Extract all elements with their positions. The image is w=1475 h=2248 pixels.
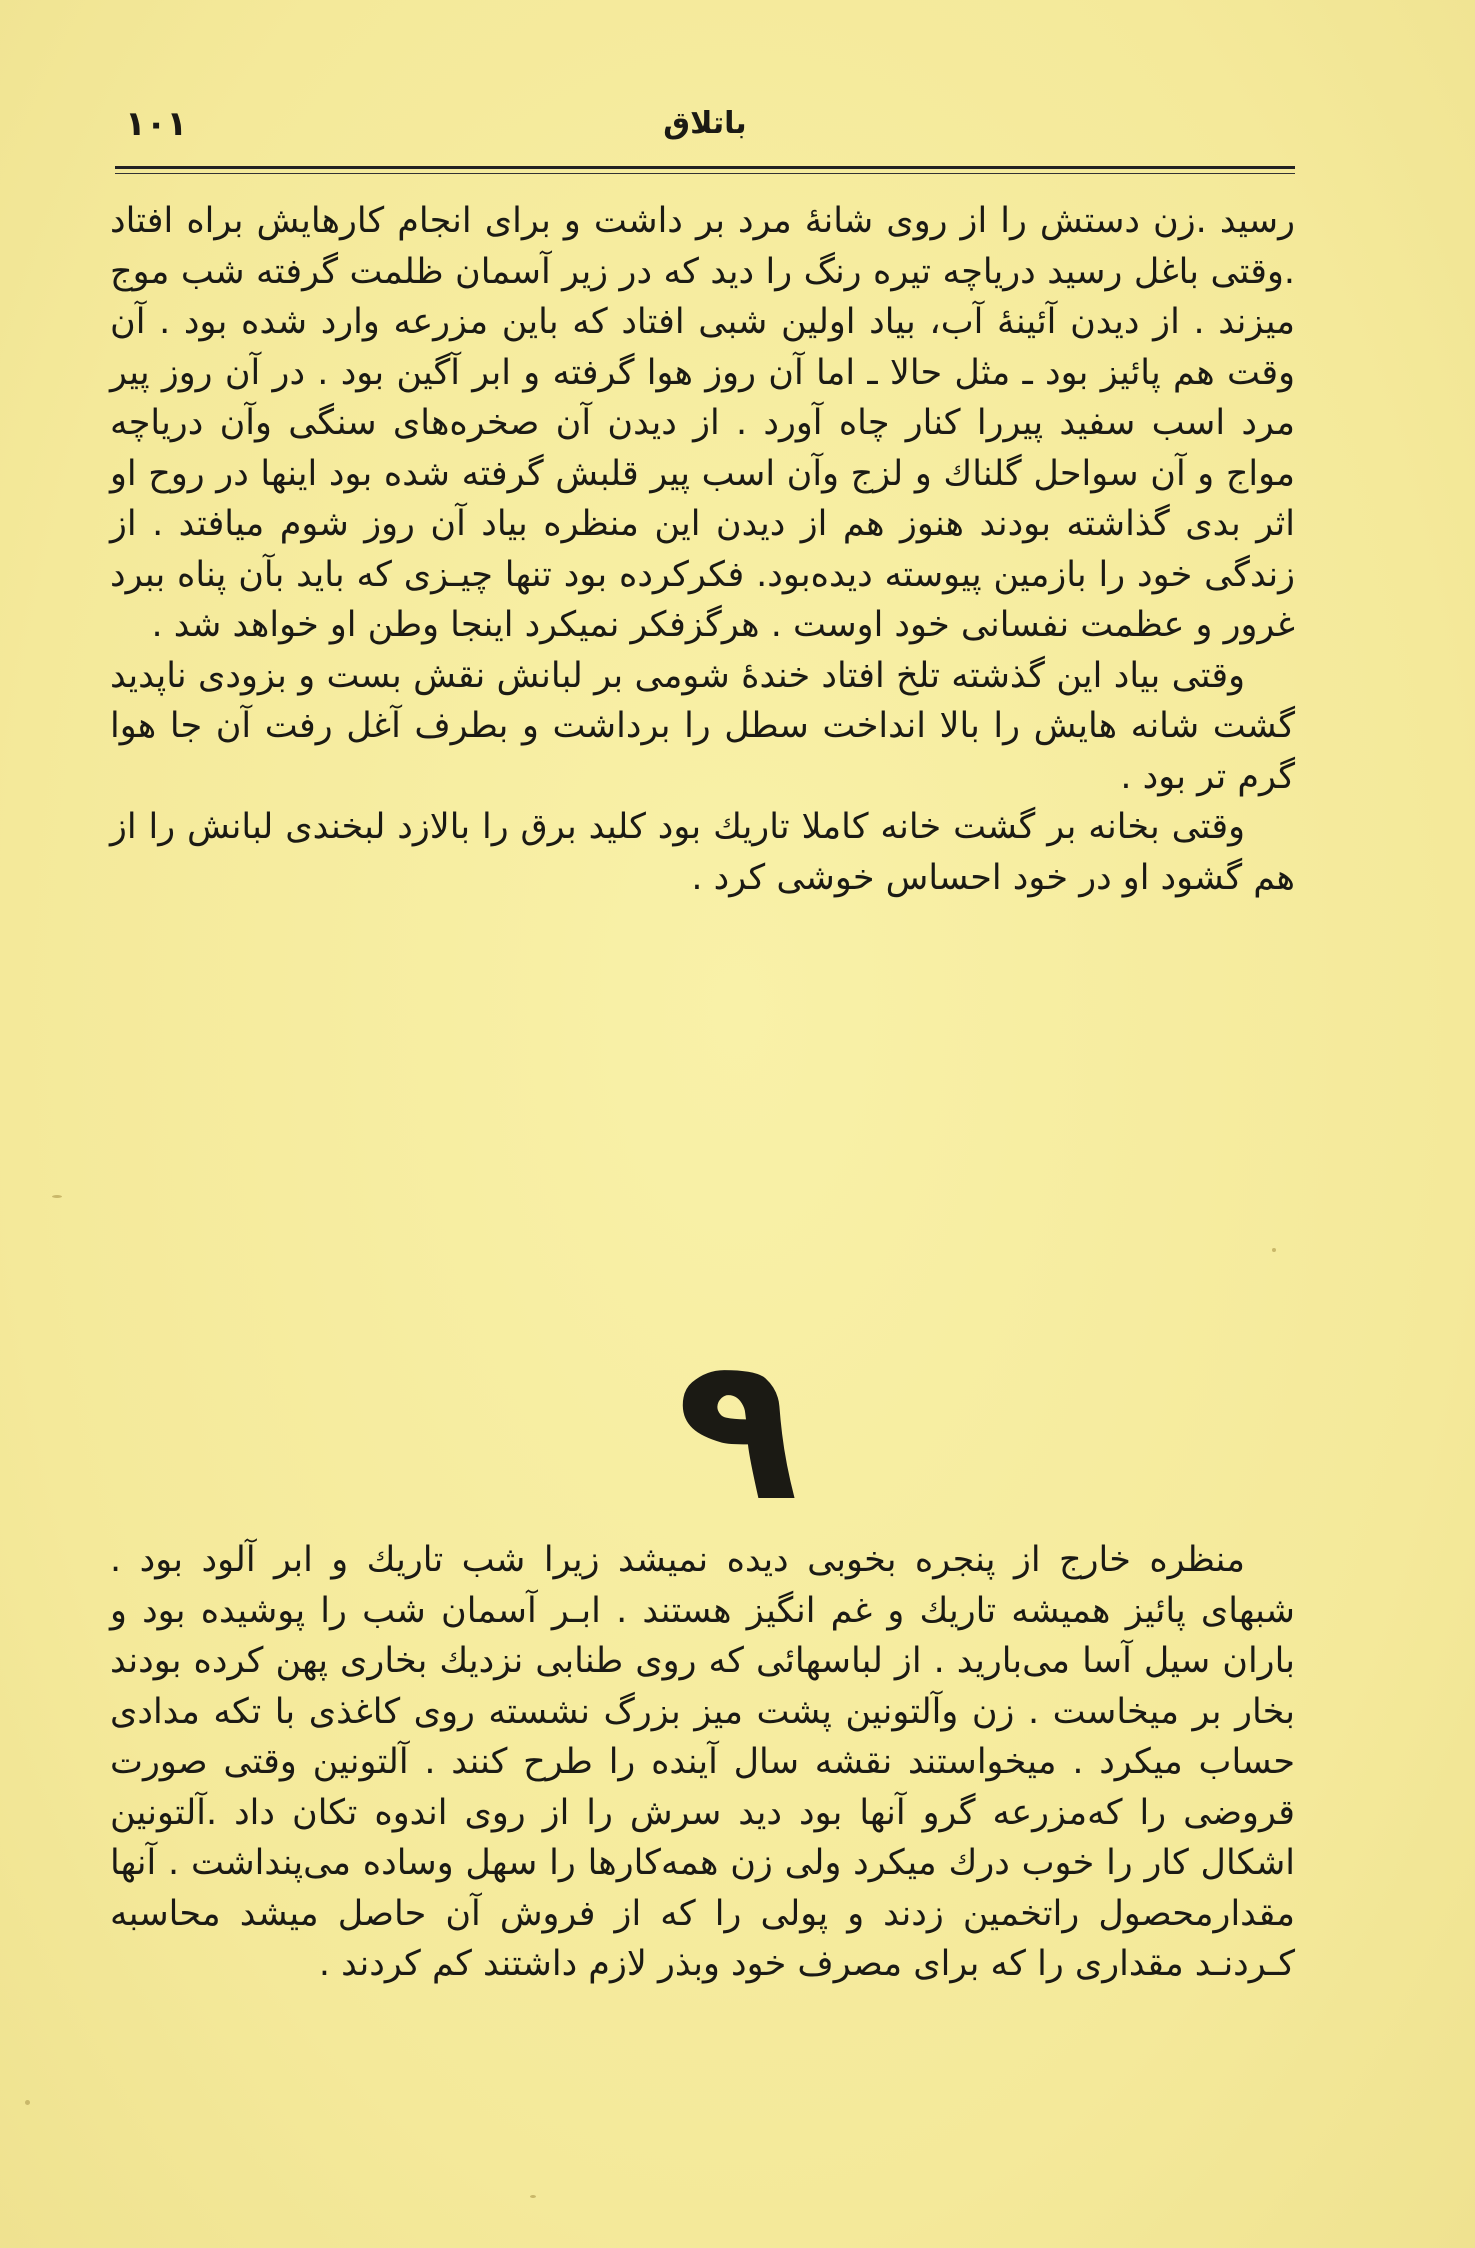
paragraph: منظره خارج از پنجره بخوبی دیده نمیشد زیرا شب تاریك و ابر آلود بود . شبهای پائیز همیشه تاریك و غم انگیز هستند . ابـر آسمان شب را پوشیده بود و باران سیل آسا می‌بارید . از لباسهائی که روی طنابی نزدیك بخاری پهن کرده بودند بخار بر میخاست . زن وآلتونین پشت میز بزرگ نشسته روی کاغذی با تکه مدادی حساب میکرد . میخواستند نقشه سال آینده را طرح کنند . آلتونین وقتی صورت قروضی را که‌مزرعه گرو آنها بود دید سرش را از روی اندوه تکان داد .آلتونین اشکال کار را خوب درك میکرد ولی زن همه‌کارها را سهل وساده می‌پنداشت . آنها مقدارمحصول راتخمین زدند و پولی را که از فروش آن حاصل میشد محاسبه کـردنـد مقداری را که برای مصرف خود وبذر لازم داشتند کم کردند .	[110, 1540, 1295, 1984]
page-number: ۱۰۱	[125, 104, 188, 144]
paragraph: رسید .زن دستش را از روی شانهٔ مرد بر داشت و برای انجام کارهایش براه افتاد .وقتی باغل رسید دریاچه تیره رنگ را دید که در زیر آسمان ظلمت گرفته شب موج میزند . از دیدن آئینهٔ آب، بیاد اولین شبی افتاد که باین مزرعه وارد شده بود . آن وقت هم پائیز بود ـ مثل حالا ـ اما آن روز هوا گرفته و ابر آگین بود . در آن روز پیر مرد اسب سفید پیررا کنار چاه آورد . از دیدن آن صخره‌های سنگی وآن دریاچه مواج و آن سواحل گلناك و لزج وآن اسب پیر قلبش گرفته شده بود اینها در روح او اثر بدی گذاشته بودند هنوز هم از دیدن این منظره بیاد آن روز شوم میافتد . از زندگی خود را بازمین پیوسته دیده‌بود. فکرکرده بود تنها چیـزی که باید بآن پناه ببرد غرور و عظمت نفسانی خود اوست . هرگزفکر نمیکرد اینجا وطن او خواهد شد .	[110, 201, 1295, 645]
paper-speck	[52, 1195, 62, 1198]
body-text-top	[110, 196, 1295, 903]
header-rule	[115, 166, 1295, 169]
body-text-bottom	[110, 1535, 1295, 1990]
paragraph: وقتی بخانه بر گشت خانه کاملا تاریك بود کلید برق را بالازد لبخندی لبانش را از هم گشود او در خود احساس خوشی کرد .	[110, 807, 1295, 898]
header-rule-thin	[115, 173, 1295, 174]
page-header	[115, 100, 1295, 160]
paper-speck	[1272, 1248, 1276, 1252]
paper-speck	[25, 2100, 30, 2105]
chapter-number: ۹	[676, 1313, 799, 1546]
running-title: باتلاق	[663, 106, 747, 141]
paragraph: وقتی بیاد این گذشته تلخ افتاد خندهٔ شومی بر لبانش نقش بست و بزودی ناپدید گشت شانه هایش را بالا انداخت سطل را برداشت و بطرف آغل رفت آن جا هوا گرم تر بود .	[110, 655, 1295, 797]
paper-speck	[530, 2195, 536, 2198]
